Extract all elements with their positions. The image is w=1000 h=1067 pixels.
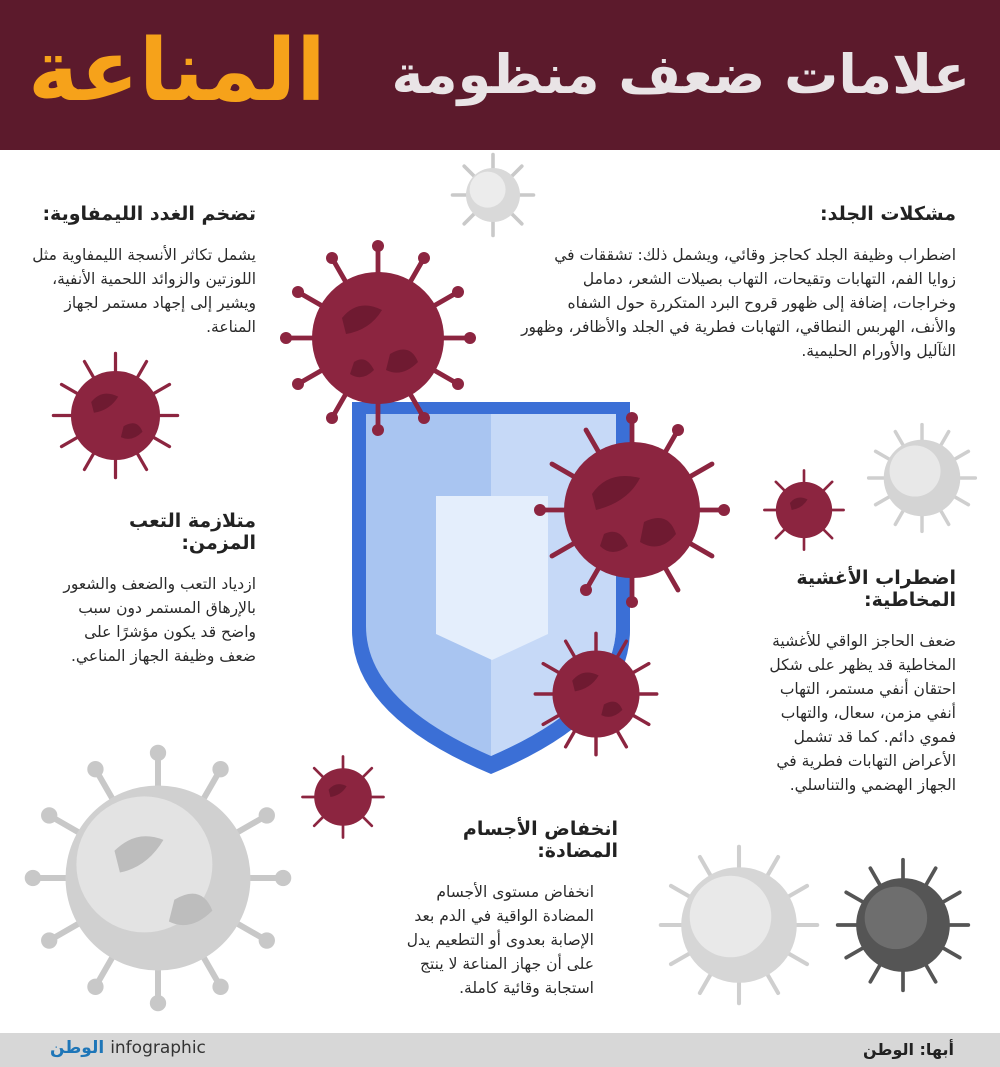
credit-text: أبها: الوطن [862, 1040, 954, 1059]
section-skin [521, 203, 956, 363]
section-antibodies-body: انخفاض مستوى الأجسام المضادة الواقية في الدم بعد الإصابة بعدوى أو التطعيم يدل على أن جهاز المناعة لا ينتج استجابة وقائية كاملة. [406, 883, 594, 997]
section-fatigue-body: ازدياد التعب والضعف والشعور بالإرهاق المستمر دون سبب واضح قد يكون مؤشرًا على ضعف وظيفة الجهاز المناعي. [63, 575, 256, 665]
section-lymph-title: تضخم الغدد الليمفاوية: [42, 203, 256, 225]
section-mucosa-title: اضطراب الأغشية المخاطية: [796, 567, 956, 611]
title-accent: المناعة [28, 21, 326, 121]
page-title: علامات ضعف منظومة [391, 43, 970, 106]
brand-word: infographic [110, 1038, 206, 1058]
section-mucosa-body: ضعف الحاجز الواقي للأغشية المخاطية قد يظهر على شكل احتقان أنفي مستمر، التهاب أنفي مزمن، سعال، والتهاب فموي دائم. كما قد تشمل الأعراض التهابات فطرية في الجهاز الهضمي والتناسلي. [769, 632, 956, 794]
virus-icon [22, 742, 294, 1014]
section-antibodies [396, 818, 618, 1000]
virus-icon [278, 238, 478, 438]
brand-logo-text: الوطن [50, 1038, 105, 1058]
section-lymph [28, 203, 256, 339]
section-mucosa [726, 567, 956, 797]
section-lymph-body: يشمل تكاثر الأنسجة الليمفاوية مثل اللوزتين والزوائد اللحمية الأنفية، ويشير إلى إجهاد مستمر لجهاز المناعة. [32, 246, 256, 336]
virus-icon [832, 854, 974, 996]
section-skin-body: اضطراب وظيفة الجلد كحاجز وقائي، ويشمل ذلك: تشققات في زوايا الفم، التهابات وتقيحات، التهاب بصيلات الشعر، دمامل وخراجات، إضافة إلى ظهور قروح البرد المتكررة حول الشفاه والأنف، الهربس النطاقي، التهابات فطرية في الجلد والأظافر، وظهور الثآليل والأورام الحليمية. [521, 246, 956, 360]
virus-icon [48, 348, 183, 483]
header-banner [0, 0, 1000, 150]
footer-bar [0, 1033, 1000, 1067]
virus-icon [298, 752, 388, 842]
virus-icon [760, 466, 848, 554]
virus-icon [532, 410, 732, 610]
brand-logo [50, 1038, 206, 1058]
virus-icon [530, 628, 662, 760]
virus-icon [864, 420, 980, 536]
section-fatigue-title: متلازمة التعب المزمن: [128, 510, 256, 554]
section-fatigue [60, 510, 256, 668]
virus-icon [654, 840, 824, 1010]
section-antibodies-title: انخفاض الأجسام المضادة: [462, 818, 618, 862]
section-skin-title: مشكلات الجلد: [820, 203, 956, 225]
